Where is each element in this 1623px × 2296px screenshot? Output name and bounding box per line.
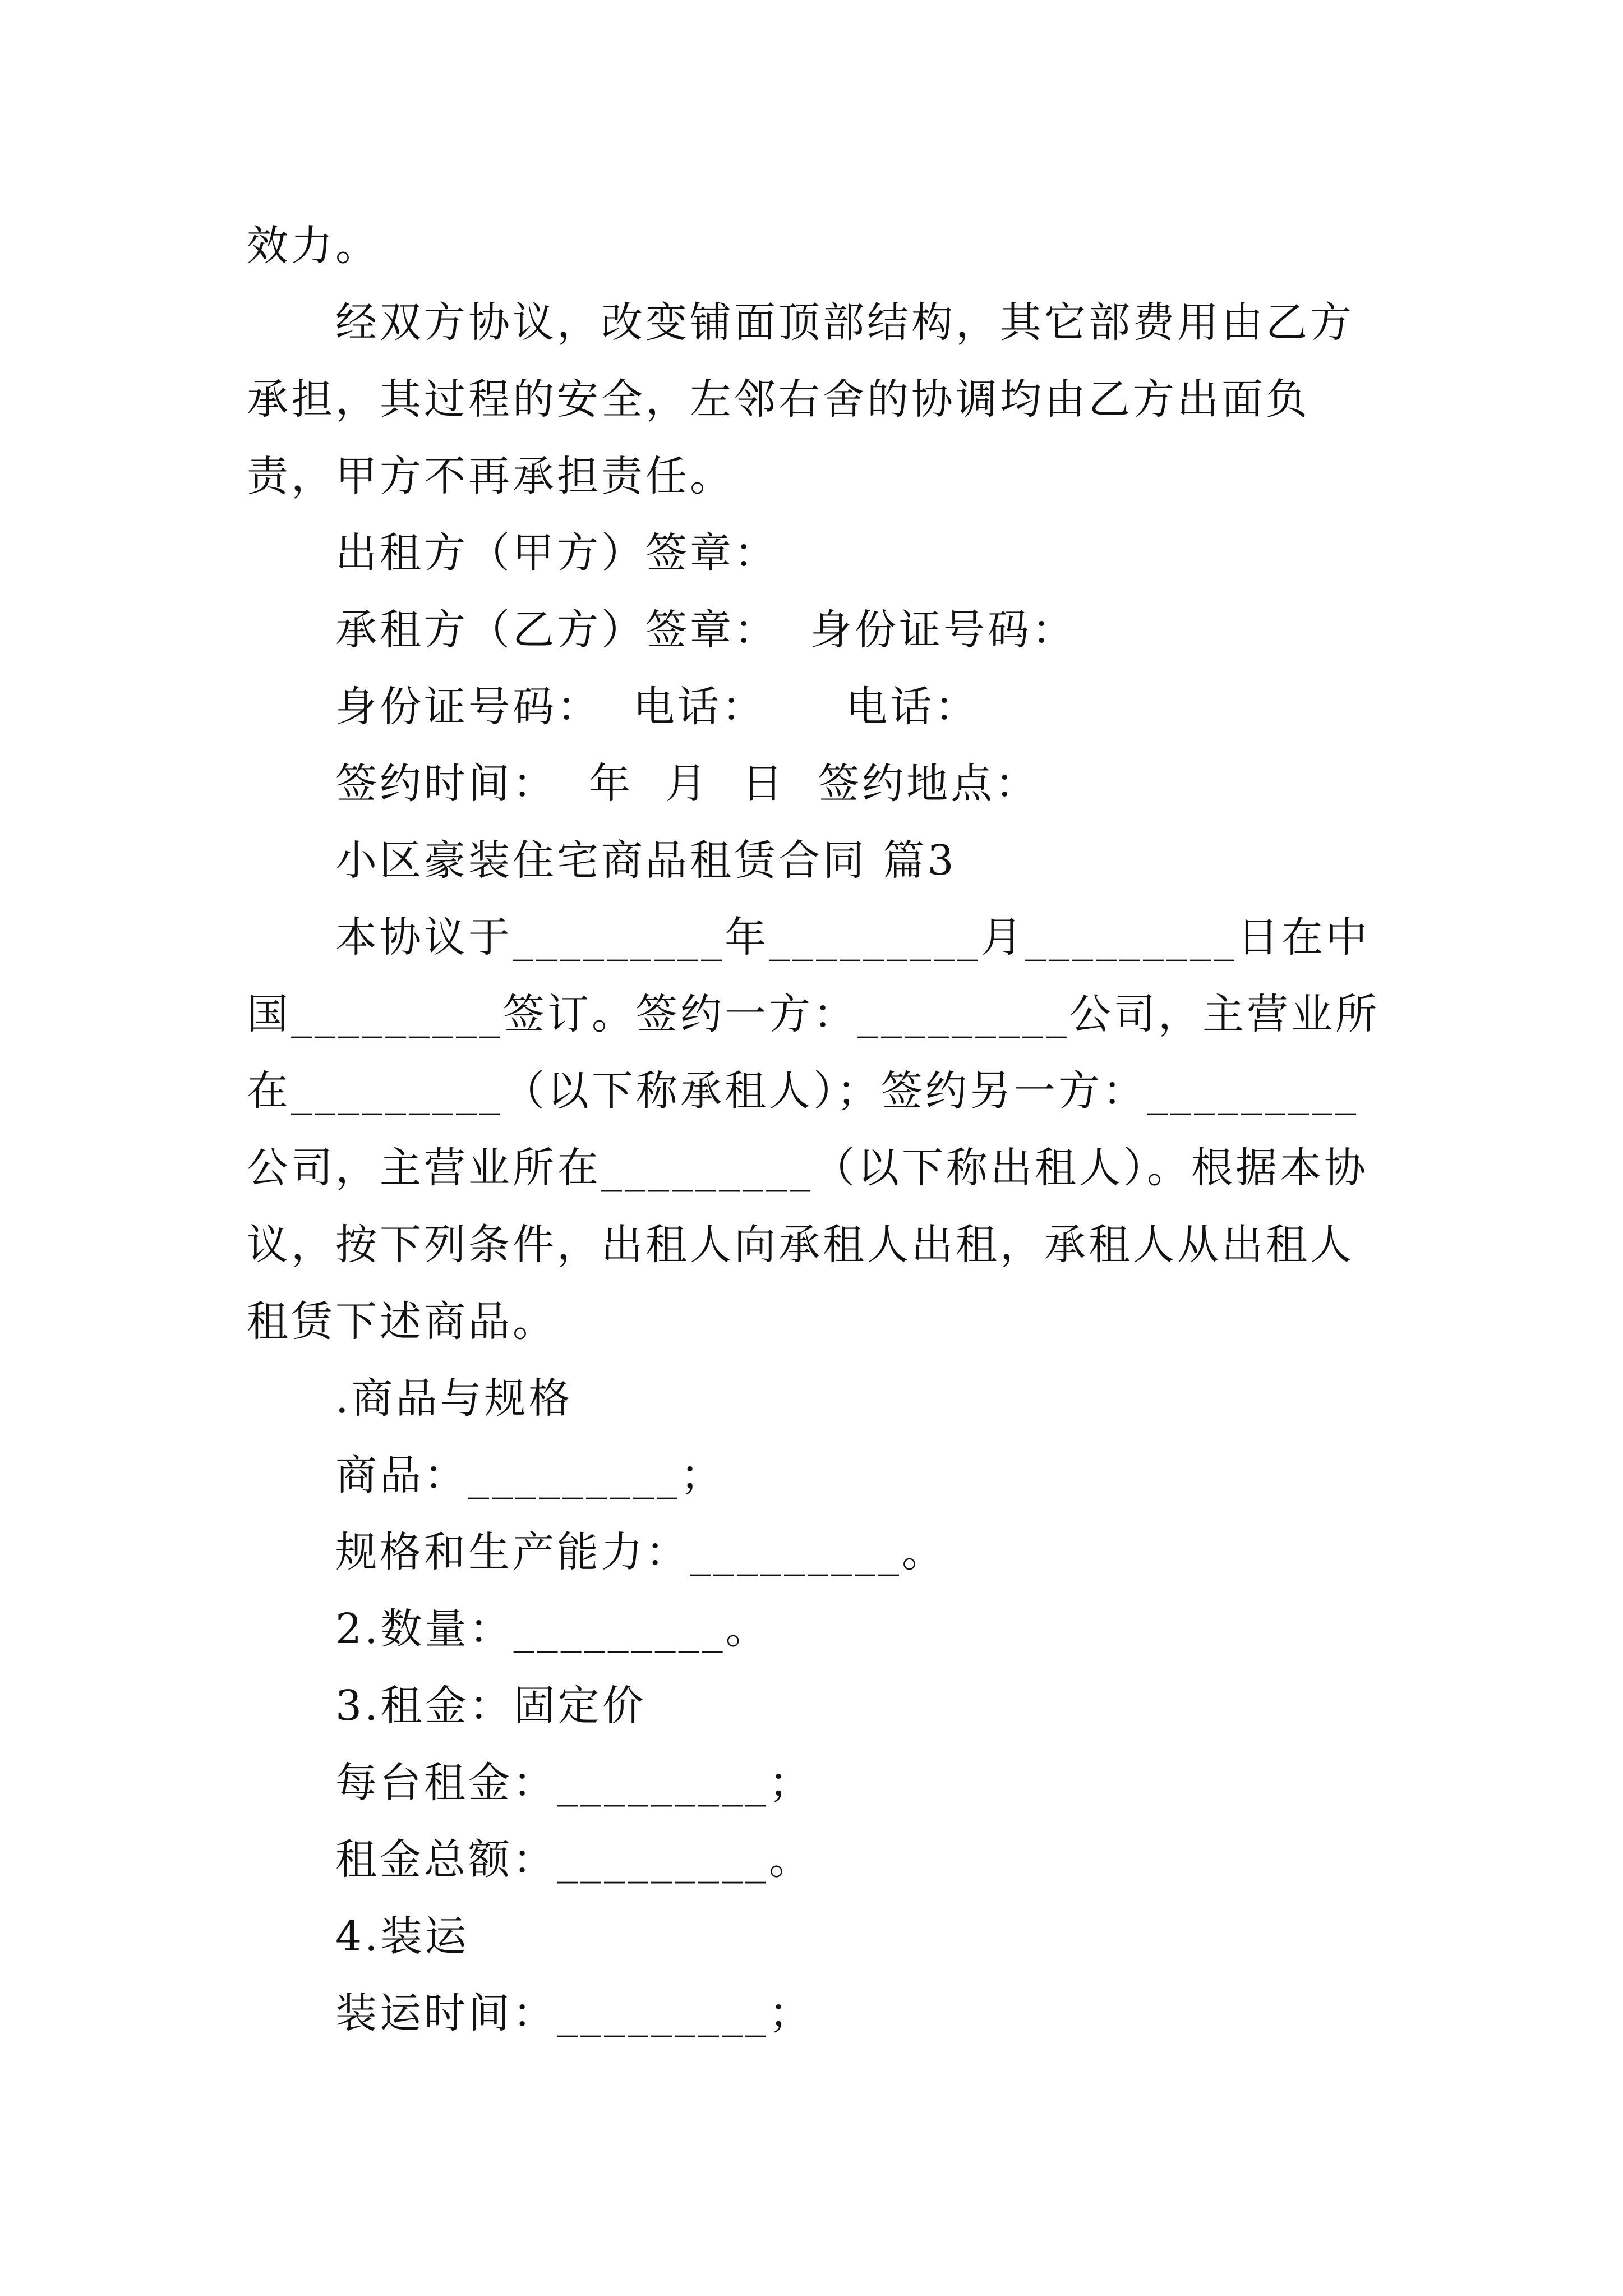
clause-goods-spec: .商品与规格 <box>335 1374 573 1423</box>
clause-shipment: 4.装运 <box>335 1912 469 1961</box>
paragraph-effect: 效力。 <box>247 222 380 270</box>
paragraph-agreement-terms: 经双方协议，改变铺面顶部结构，其它部费用由乙方承担，其过程的安全，左邻右舍的协调均由乙方出面负责，甲方不再承担责任。 <box>247 298 1354 500</box>
lessor-signature-line: 出租方（甲方）签章： <box>335 529 778 577</box>
field-spec-capacity: 规格和生产能力：_________。 <box>335 1528 946 1576</box>
clause-quantity: 2.数量：_________。 <box>335 1605 770 1653</box>
signing-time-place-line: 签约时间： 年 月 日 签约地点： <box>335 760 1040 808</box>
field-shipment-time: 装运时间：_________； <box>335 1989 813 2037</box>
section-heading: 小区豪装住宅商品租赁合同 篇3 <box>335 836 957 885</box>
field-goods: 商品：_________； <box>335 1451 725 1499</box>
id-phone-line: 身份证号码： 电话： 电话： <box>335 683 979 731</box>
field-rent-total: 租金总额：_________。 <box>335 1835 813 1884</box>
clause-rent: 3.租金：固定价 <box>335 1682 647 1730</box>
lessee-signature-line: 承租方（乙方）签章： 身份证号码： <box>335 606 1077 654</box>
paragraph-preamble: 本协议于_________年_________月_________日在中国_________签订。签约一方：_________公司，主营业所在_________（以下称承租人）；签约另一方：_________公司，主营业所在_________（以下称出租人）。根据本协议，按下列条件，出租人向承租人出租，承租人从出租人租赁下述商品。 <box>247 913 1380 1346</box>
field-rent-per-unit: 每台租金：_________； <box>335 1759 813 1807</box>
document-body <box>247 208 1385 2052</box>
